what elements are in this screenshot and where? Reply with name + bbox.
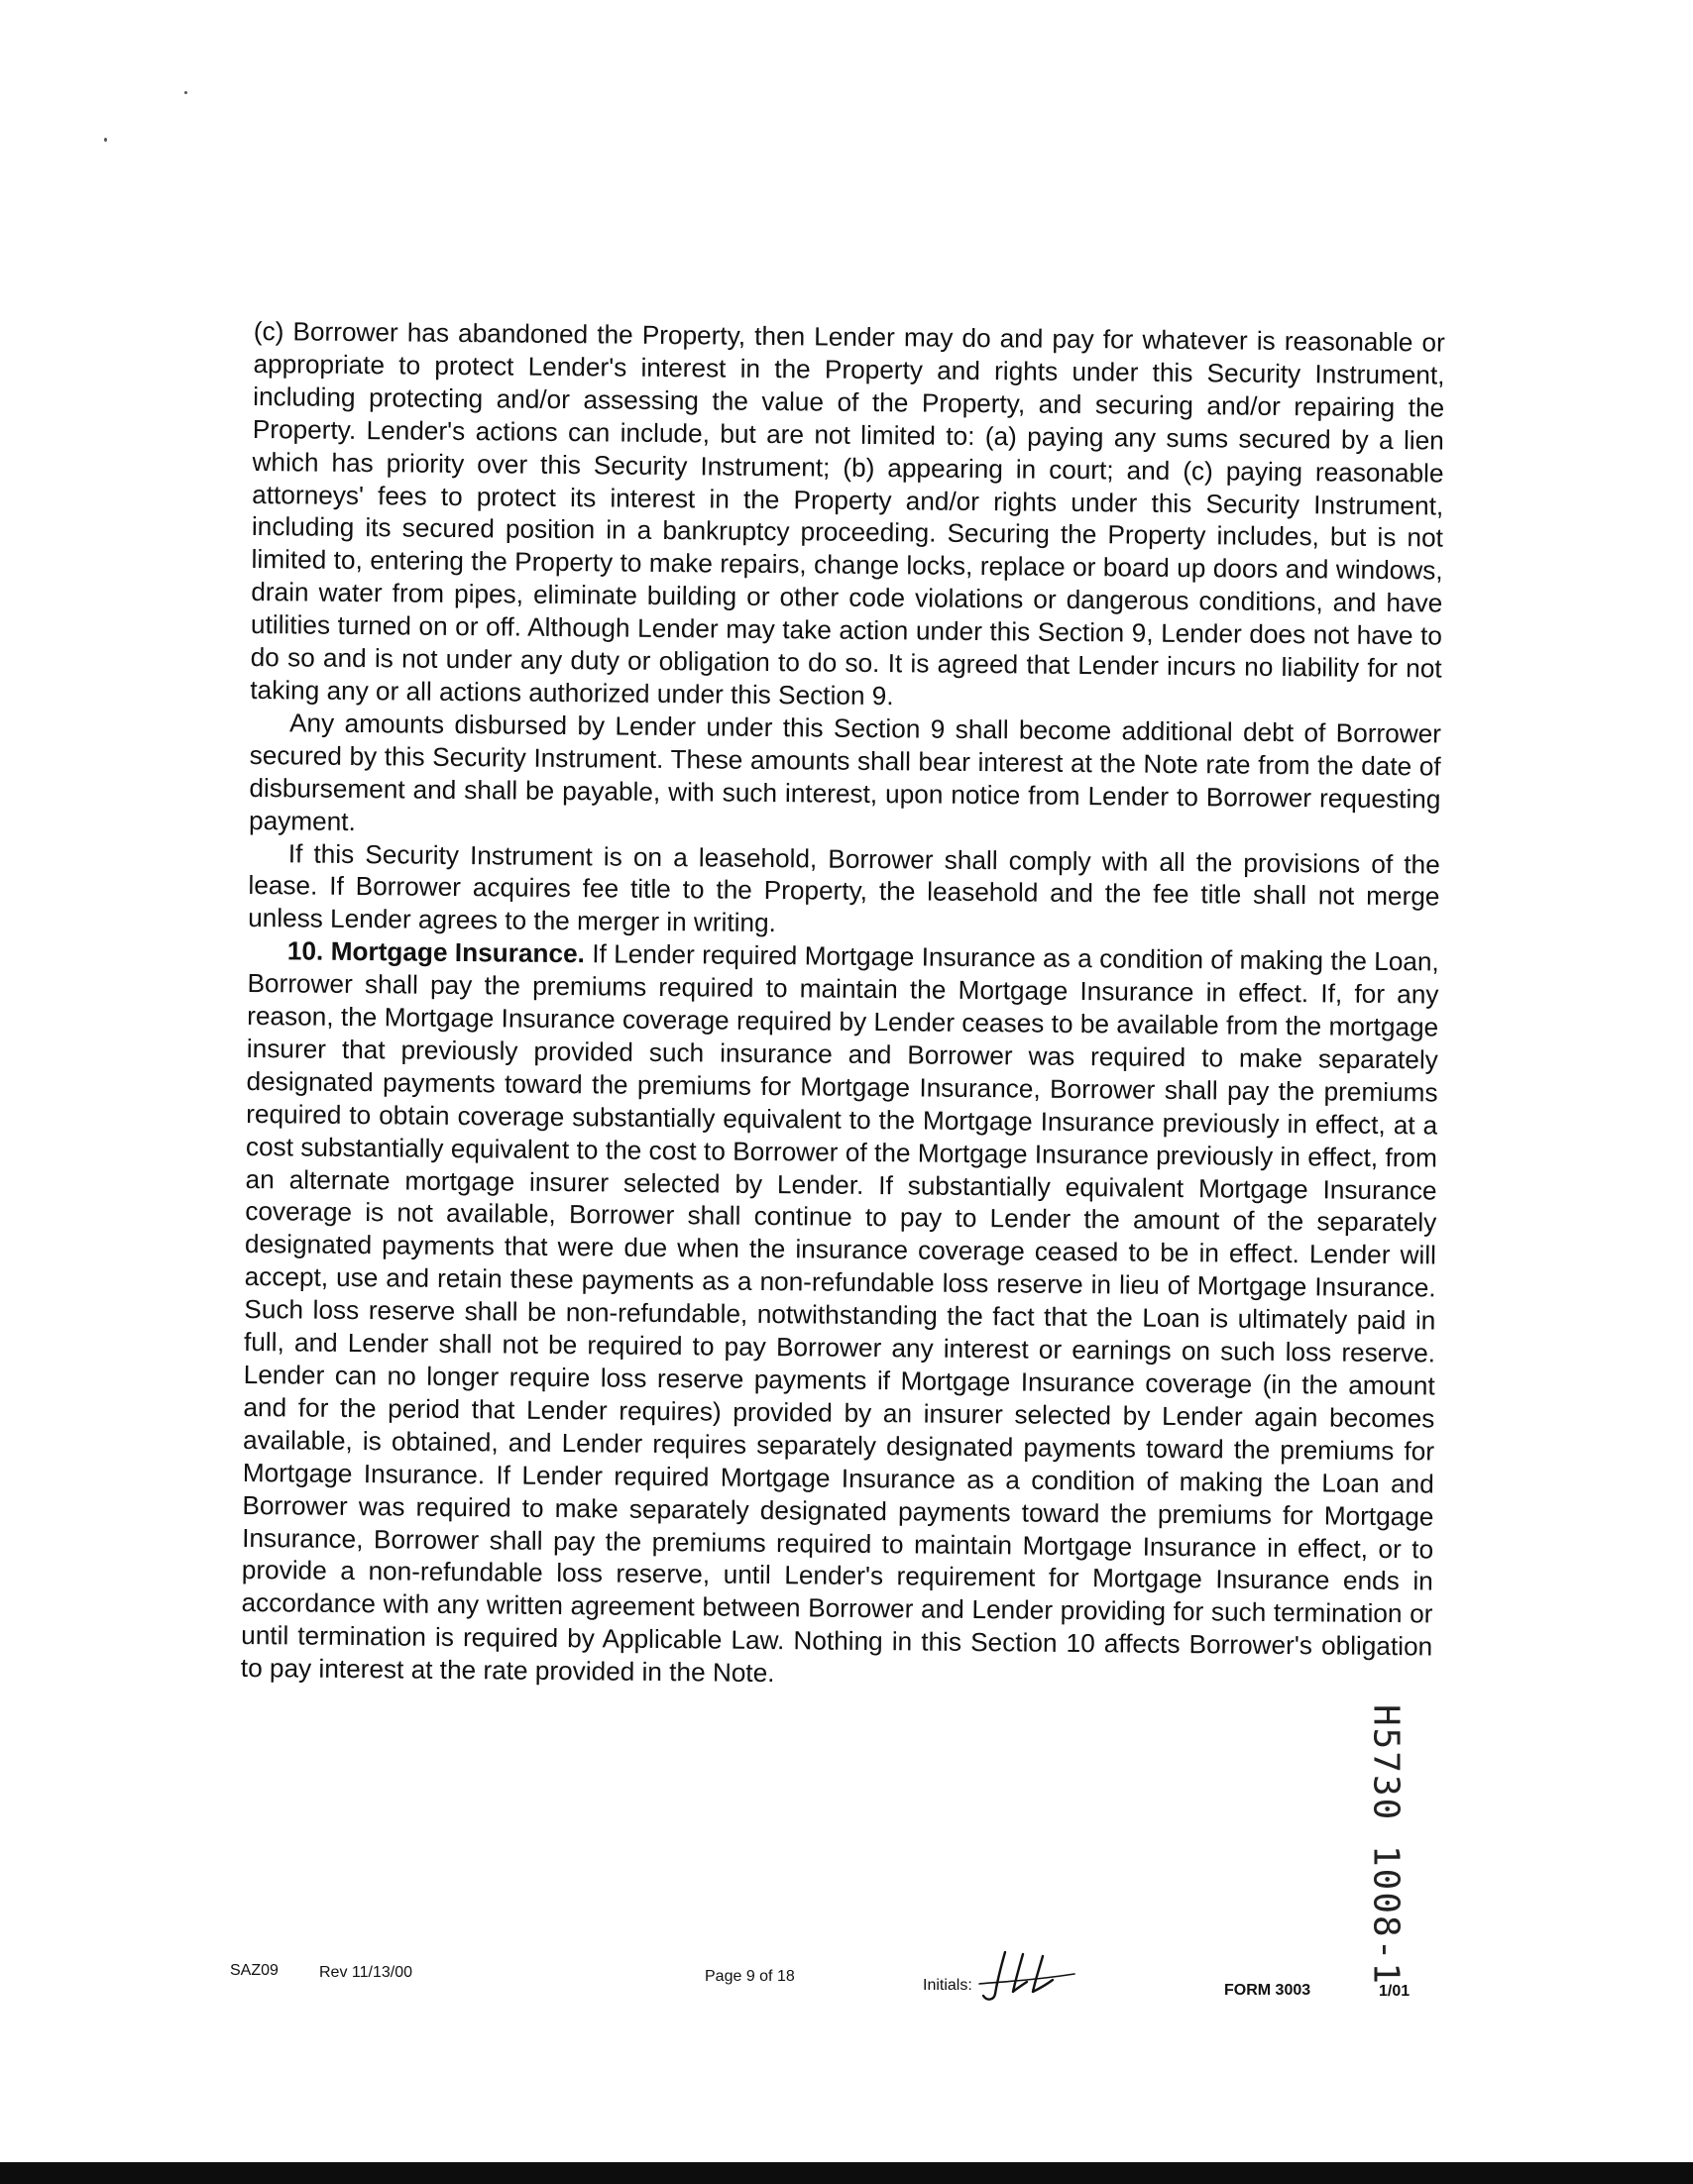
revision-date: Rev 11/13/00 [319, 1964, 412, 1981]
form-number: FORM 3003 [1224, 1982, 1311, 1999]
paragraph-mortgage-insurance [241, 934, 1439, 1695]
paragraph-leasehold: If this Security Instrument is on a leasehold, Borrower shall comply with all the provisions of the lease. If Borrower acquires fee title to the Property, the leasehold and the fee title shall not merge unless Lender agrees to the merger in writing. [248, 837, 1440, 938]
document-body [241, 315, 1445, 1696]
scan-speck [104, 138, 107, 142]
page-number: Page 9 of 18 [705, 1968, 795, 1985]
initials-signature [975, 1944, 1084, 2004]
section-10-body: If Lender required Mortgage Insurance as a condition of making the Loan, Borrower shall pay the premiums required to maintain the Mortgage Insurance in effect. If, for any reason, the Mortgage Insurance coverage required by Lender ceases to be available from the mortgage insurer that previously provided such insurance and Borrower was required to make separately designated payments toward the premiums for Mortgage Insurance, Borrower shall pay the premiums required to obtain coverage substantially equivalent to the Mortgage Insurance previously in effect, at a cost substantially equivalent to the cost to Borrower of the Mortgage Insurance previously in effect, from an alternate mortgage insurer selected by Lender. If substantially equivalent Mortgage Insurance coverage is not available, Borrower shall continue to pay to Lender the amount of the separately designated payments that were due when the insurance coverage ceased to be in effect. Lender will accept, use and retain these payments as a non-refundable loss reserve in lieu of Mortgage Insurance. Such loss reserve shall be non-refundable, notwithstanding the fact that the Loan is ultimately paid in full, and Lender shall not be required to pay Borrower any interest or earnings on such loss reserve. Lender can no longer require loss reserve payments if Mortgage Insurance coverage (in the amount and for the period that Lender requires) provided by an insurer selected by Lender again becomes available, is obtained, and Lender requires separately designated payments toward the premiums for Mortgage Insurance. If Lender required Mortgage Insurance as a condition of making the Loan and Borrower was required to make separately designated payments toward the premiums for Mortgage Insurance, Borrower shall pay the premiums required to maintain Mortgage Insurance in effect, or to provide a non-refundable loss reserve, until Lender's requirement for Mortgage Insurance ends in accordance with any written agreement between Borrower and Lender providing for such termination or until termination is required by Applicable Law. Nothing in this Section 10 affects Borrower's obligation to pay interest at the rate provided in the Note. [240, 938, 1439, 1689]
section-10-heading: 10. Mortgage Insurance. [286, 935, 586, 969]
paragraph-section-9-continued: (c) Borrower has abandoned the Property, then Lender may do and pay for whatever is reasonable or appropriate to protect Lender's interest in the Property and rights under this Security Instrument, including protecting and/or assessing the value of the Property, and securing and/or repairing the Property. Lender's actions can include, but are not limited to: (a) paying any sums secured by a lien which has priority over this Security Instrument; (b) appearing in court; and (c) paying reasonable attorneys' fees to protect its interest in the Property and/or rights under this Security Instrument, including its secured position in a bankruptcy proceeding. Securing the Property includes, but is not limited to, entering the Property to make repairs, change locks, replace or board up doors and windows, drain water from pipes, eliminate building or other code violations or dangerous conditions, and have utilities turned on or off. Although Lender may take action under this Section 9, Lender does not have to do so and is not under any duty or obligation to do so. It is agreed that Lender incurs no liability for not taking any or all actions authorized under this Section 9. [250, 315, 1445, 711]
margin-stamp-text: H5730 1008-1 [1365, 1703, 1407, 1987]
form-date: 1/01 [1379, 1983, 1411, 2000]
scan-speck [184, 91, 187, 94]
initials-label: Initials: [923, 1977, 972, 1994]
form-code: SAZ09 [230, 1962, 279, 1979]
margin-stamp [1366, 1677, 1406, 2014]
paragraph-disbursed-amounts: Any amounts disbursed by Lender under this Section 9 shall become additional debt of Borrower secured by this Security Instrument. These amounts shall bear interest at the Note rate from the date of disbursement and shall be payable, with such interest, upon notice from Lender to Borrower requesting payment. [248, 708, 1442, 836]
scan-edge [0, 2162, 1693, 2184]
